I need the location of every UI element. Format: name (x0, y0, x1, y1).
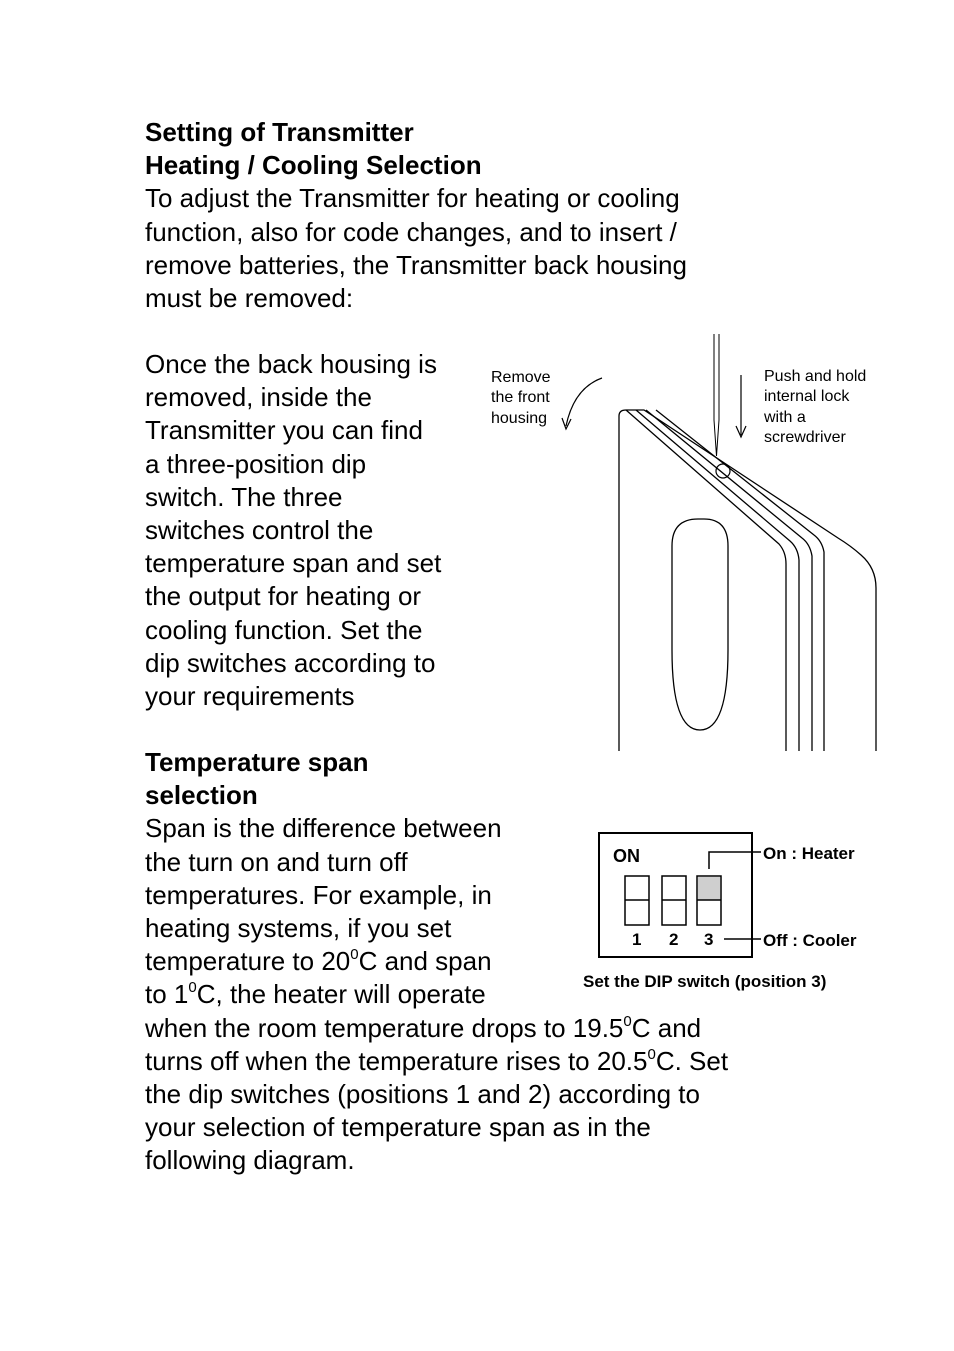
remove-front-housing-label-line: housing (491, 410, 548, 427)
push-hold-lock-label-line: internal lock (764, 388, 850, 405)
span-line: temperatures. For example, in (145, 879, 492, 910)
body-line: temperature span and set (145, 548, 442, 579)
degree-superscript: 0 (350, 946, 359, 964)
off-cooler-label: Off : Cooler (763, 931, 857, 950)
on-heater-leader-line (709, 852, 761, 869)
degree-superscript: 0 (188, 979, 197, 997)
span-line: when the room temperature drops to 19.5$^0$C and (145, 1012, 702, 1043)
heading-setting-transmitter: Setting of Transmitter (145, 117, 414, 147)
intro-line: remove batteries, the Transmitter back housing (145, 249, 687, 280)
span-line: Span is the difference between (145, 813, 502, 844)
intro-line: must be removed: (145, 283, 354, 314)
body-line: Once the back housing is (145, 349, 437, 379)
curved-arrow-icon (566, 378, 602, 426)
transmitter-housing-figure (486, 330, 886, 755)
span-line: following diagram. (145, 1145, 355, 1176)
remove-front-housing-label-line: Remove (491, 369, 551, 386)
degree-superscript: 0 (623, 1012, 632, 1030)
intro-section (145, 116, 687, 315)
body-line: removed, inside the (145, 382, 372, 413)
body-line: switches control the (145, 515, 374, 546)
span-line: the turn on and turn off (145, 846, 408, 877)
body-line: your requirements (145, 681, 355, 712)
dip-position-label: 3 (704, 930, 714, 949)
heading-temperature-span: Temperature span (145, 747, 369, 777)
dip-on-label: ON (613, 846, 640, 866)
body-line: Transmitter you can find (145, 415, 423, 446)
push-hold-lock-label-line: with a (764, 409, 806, 426)
body-line: dip switches according to (145, 647, 436, 678)
span-line: temperature to $20^0C$ and span (145, 946, 492, 977)
intro-line: To adjust the Transmitter for heating or cooling (145, 183, 680, 214)
dip-position-label: 1 (632, 930, 642, 949)
body-line: cooling function. Set the (145, 614, 423, 645)
degree-superscript: 0 (647, 1045, 656, 1063)
body-line: the output for heating or (145, 581, 422, 612)
screwdriver-icon (714, 334, 730, 478)
span-line: turns off when the temperature rises to 20.5$^0$C. Set (145, 1045, 729, 1076)
heading-selection: selection (145, 780, 258, 811)
body-line: a three-position dip (145, 448, 367, 479)
on-heater-label: On : Heater (763, 844, 855, 863)
push-hold-lock-label-line: Push and hold (764, 368, 867, 385)
dip-switch-3-on-indicator (698, 877, 720, 900)
heading-heating-cooling: Heating / Cooling Selection (145, 150, 482, 181)
dip-switch-paragraph (145, 348, 441, 713)
span-line: to $1^0C$, the heater will operate (145, 979, 486, 1010)
intro-line: function, also for code changes, and to insert / (145, 216, 677, 247)
span-line: the dip switches (positions 1 and 2) according to (145, 1079, 700, 1110)
body-line: switch. The three (145, 481, 343, 512)
dip-switch-figure (578, 825, 878, 1000)
dip-position-label: 2 (669, 930, 679, 949)
push-hold-lock-label-line: screwdriver (764, 429, 846, 446)
span-line: heating systems, if you set (145, 913, 452, 944)
dip-switch-caption: Set the DIP switch (position 3) (583, 972, 827, 991)
span-line: your selection of temperature span as in the (145, 1112, 651, 1143)
remove-front-housing-label-line: the front (491, 389, 550, 406)
transmitter-housing-outline (619, 410, 876, 751)
